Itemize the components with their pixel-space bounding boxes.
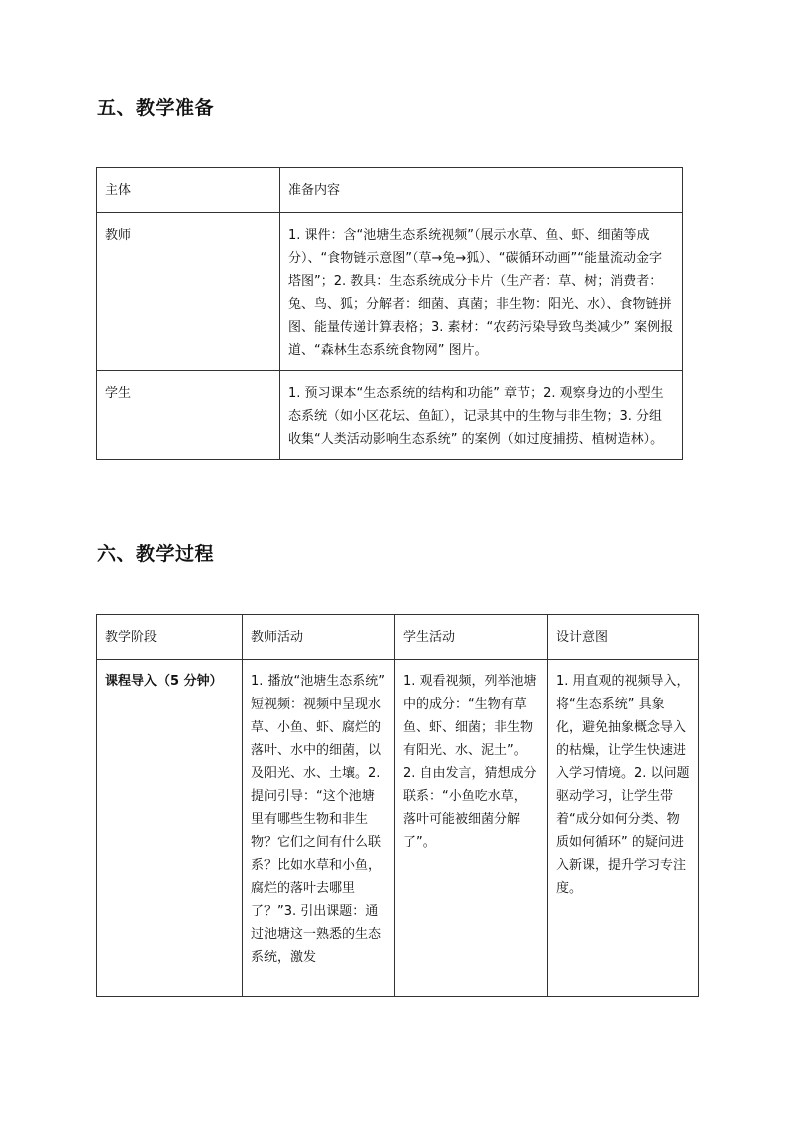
cell-subject: 学生 <box>97 371 280 460</box>
section-title-teaching-process: 六、教学过程 <box>97 543 215 565</box>
table-row <box>97 213 683 371</box>
cell-content: 1. 课件：含“池塘生态系统视频”（展示水草、鱼、虾、细菌等成分）、“食物链示意图”（草→兔→狐）、“碳循环动画”“能量流动金字塔图”；2. 教具：生态系统成分卡片（生产者：草、树；消费者：兔、鸟、狐；分解者：细菌、真菌；非生物：阳光、水）、食物链拼图、能量传递计算表格；3. 素材：“农药污染导致鸟类减少” 案例报道、“森林生态系统食物网” 图片。 <box>280 213 683 371</box>
header-cell-content: 准备内容 <box>280 168 683 213</box>
table-header-row <box>97 615 699 660</box>
cell-subject: 教师 <box>97 213 280 371</box>
table-header-row <box>97 168 683 213</box>
header-cell-subject: 主体 <box>97 168 280 213</box>
section-title-teaching-preparation: 五、教学准备 <box>97 97 215 119</box>
teaching-process-table <box>96 614 699 997</box>
teaching-preparation-table <box>96 167 683 460</box>
cell-design-intent: 1. 用直观的视频导入，将“生态系统” 具象化，避免抽象概念导入的枯燥，让学生快速进入学习情境。2. 以问题驱动学习，让学生带着“成分如何分类、物质如何循环” 的疑问进入新课，提升学习专注度。 <box>548 660 699 997</box>
table-row <box>97 660 699 997</box>
header-cell-teacher-activity: 教师活动 <box>243 615 395 660</box>
cell-content: 1. 预习课本“生态系统的结构和功能” 章节；2. 观察身边的小型生态系统（如小区花坛、鱼缸），记录其中的生物与非生物；3. 分组收集“人类活动影响生态系统” 的案例（如过度捕捞、植树造林）。 <box>280 371 683 460</box>
cell-stage: 课程导入（5 分钟） <box>97 660 243 997</box>
cell-student-activity: 1. 观看视频，列举池塘中的成分：“生物有草鱼、虾、细菌；非生物有阳光、水、泥土”。2. 自由发言，猜想成分联系：“小鱼吃水草，落叶可能被细菌分解了”。 <box>395 660 548 997</box>
header-cell-student-activity: 学生活动 <box>395 615 548 660</box>
header-cell-stage: 教学阶段 <box>97 615 243 660</box>
cell-teacher-activity: 1. 播放“池塘生态系统” 短视频：视频中呈现水草、小鱼、虾、腐烂的落叶、水中的细菌，以及阳光、水、土壤。2. 提问引导：“这个池塘里有哪些生物和非生物？它们之间有什么联系？比如水草和小鱼，腐烂的落叶去哪里了？”3. 引出课题：通过池塘这一熟悉的生态系统，激发 <box>243 660 395 997</box>
header-cell-design-intent: 设计意图 <box>548 615 699 660</box>
table-row <box>97 371 683 460</box>
